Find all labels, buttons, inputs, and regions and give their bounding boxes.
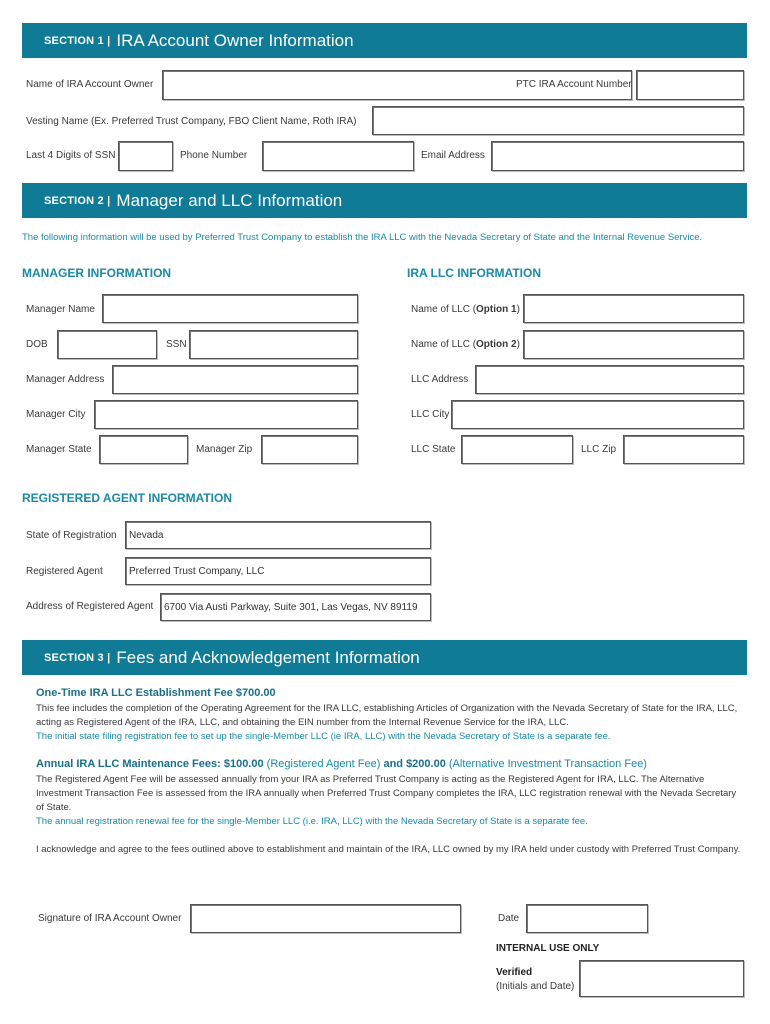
option-2-text: Option 2 bbox=[476, 339, 517, 350]
manager-ssn-field[interactable] bbox=[189, 330, 358, 359]
section-1-title: IRA Account Owner Information bbox=[116, 30, 354, 50]
manager-address-label: Manager Address bbox=[26, 374, 105, 385]
manager-state-label: Manager State bbox=[26, 444, 92, 455]
manager-city-field[interactable] bbox=[94, 400, 358, 429]
llc-zip-label: LLC Zip bbox=[581, 444, 617, 455]
llc-city-field[interactable] bbox=[451, 400, 744, 429]
maintenance-fee-text bbox=[36, 773, 746, 829]
option-1-text: Option 1 bbox=[476, 304, 517, 315]
ssn-last4-label: Last 4 Digits of SSN bbox=[26, 150, 116, 161]
llc-name-prefix: Name of LLC ( bbox=[411, 304, 477, 315]
owner-name-label: Name of IRA Account Owner bbox=[26, 79, 154, 90]
phone-number-label: Phone Number bbox=[180, 150, 248, 161]
acknowledgement-text bbox=[36, 843, 746, 857]
maintenance-fee-amount-1: Annual IRA LLC Maintenance Fees: $100.00 bbox=[36, 758, 264, 770]
date-label: Date bbox=[498, 913, 520, 924]
manager-state-field[interactable] bbox=[99, 435, 188, 464]
state-of-registration-value: Nevada bbox=[129, 529, 164, 541]
llc-address-field[interactable] bbox=[475, 365, 744, 394]
vesting-name-label: Vesting Name (Ex. Preferred Trust Company, FBO Client Name, Roth IRA) bbox=[26, 116, 357, 127]
verified-label: Verified bbox=[496, 967, 533, 978]
registered-agent-field[interactable] bbox=[125, 557, 431, 585]
manager-name-label: Manager Name bbox=[26, 304, 95, 315]
llc-info-heading: IRA LLC INFORMATION bbox=[407, 266, 541, 280]
llc-name-suffix: ) bbox=[516, 304, 520, 315]
maintenance-fee-heading bbox=[36, 758, 647, 770]
manager-info-heading: MANAGER INFORMATION bbox=[22, 266, 172, 280]
establishment-fee-note: The initial state filing registration fee to set up the single-Member LLC (ie IRA, LLC) with the Nevada Secretary of State is a separate fee. bbox=[36, 731, 611, 742]
agent-address-field[interactable] bbox=[160, 593, 431, 621]
section-2-number: SECTION 2 | bbox=[44, 194, 111, 207]
llc-name-option1-field[interactable] bbox=[523, 294, 744, 323]
initials-date-label: (Initials and Date) bbox=[496, 981, 575, 992]
section-3-header bbox=[22, 640, 747, 675]
llc-state-field[interactable] bbox=[461, 435, 573, 464]
maintenance-fee-note: The annual registration renewal fee for the single-Member LLC (i.e. IRA, LLC) with the Nevada Secretary of State is a separate fee. bbox=[36, 816, 588, 827]
state-of-registration-field[interactable] bbox=[125, 521, 431, 549]
establishment-fee-heading bbox=[36, 687, 276, 699]
registered-agent-value: Preferred Trust Company, LLC bbox=[129, 565, 265, 577]
section-3-number: SECTION 3 | bbox=[44, 651, 111, 664]
internal-use-label: INTERNAL USE ONLY bbox=[496, 943, 600, 954]
llc-address-label: LLC Address bbox=[411, 374, 469, 385]
manager-zip-label: Manager Zip bbox=[196, 444, 253, 455]
vesting-name-field[interactable] bbox=[372, 106, 744, 135]
llc-zip-field[interactable] bbox=[623, 435, 744, 464]
acknowledgement-statement: I acknowledge and agree to the fees outlined above to establishment and maintain of the IRA, LLC owned by my IRA held under custody with Preferred Trust Company. bbox=[36, 844, 741, 855]
agent-address-label: Address of Registered Agent bbox=[26, 601, 154, 612]
establishment-fee-text bbox=[36, 702, 746, 744]
llc-name-prefix: Name of LLC ( bbox=[411, 339, 477, 350]
llc-state-label: LLC State bbox=[411, 444, 456, 455]
signature-field[interactable] bbox=[190, 904, 461, 933]
section-2-header bbox=[22, 183, 747, 218]
manager-address-field[interactable] bbox=[112, 365, 358, 394]
email-address-label: Email Address bbox=[421, 150, 485, 161]
section-1-header bbox=[22, 23, 747, 58]
ptc-account-number-field[interactable] bbox=[636, 70, 744, 100]
dob-label: DOB bbox=[26, 339, 48, 350]
llc-name-suffix: ) bbox=[516, 339, 520, 350]
ptc-account-number-label: PTC IRA Account Number bbox=[516, 79, 632, 90]
registered-agent-heading: REGISTERED AGENT INFORMATION bbox=[22, 491, 232, 505]
registered-agent-label: Registered Agent bbox=[26, 566, 103, 577]
establishment-fee-description: This fee includes the completion of the Operating Agreement for the IRA LLC, establishing Articles of Organization with the Nevada Secretary of State for the IRA, LLC, acting as Registered Agent of the IRA, LLC, and obtaining the EIN number from the Internal Revenue Service for the IRA, LLC. bbox=[36, 703, 738, 728]
manager-city-label: Manager City bbox=[26, 409, 86, 420]
llc-city-label: LLC City bbox=[411, 409, 450, 420]
signature-label: Signature of IRA Account Owner bbox=[38, 913, 182, 924]
section-3-title: Fees and Acknowledgement Information bbox=[116, 647, 420, 667]
manager-ssn-label: SSN bbox=[166, 339, 187, 350]
phone-number-field[interactable] bbox=[262, 141, 414, 171]
maintenance-fee-desc-1: (Registered Agent Fee) bbox=[263, 758, 384, 770]
email-address-field[interactable] bbox=[491, 141, 744, 171]
verified-field[interactable] bbox=[579, 960, 744, 997]
establishment-fee-heading-text: One-Time IRA LLC Establishment Fee $700.00 bbox=[36, 687, 276, 699]
dob-field[interactable] bbox=[57, 330, 157, 359]
section-1-number: SECTION 1 | bbox=[44, 34, 111, 47]
manager-zip-field[interactable] bbox=[261, 435, 358, 464]
date-field[interactable] bbox=[526, 904, 648, 933]
section-2-intro: The following information will be used by Preferred Trust Company to establish the IRA LLC with the Nevada Secretary of State and the Internal Revenue Service. bbox=[22, 232, 703, 243]
section-2-title: Manager and LLC Information bbox=[116, 190, 343, 210]
agent-address-value: 6700 Via Austi Parkway, Suite 301, Las Vegas, NV 89119 bbox=[164, 601, 418, 613]
maintenance-fee-amount-2: and $200.00 bbox=[383, 758, 446, 770]
manager-name-field[interactable] bbox=[102, 294, 358, 323]
llc-name-option2-field[interactable] bbox=[523, 330, 744, 359]
ssn-last4-field[interactable] bbox=[118, 141, 173, 171]
llc-name-option2-label bbox=[411, 339, 520, 350]
llc-name-option1-label bbox=[411, 304, 520, 315]
state-of-registration-label: State of Registration bbox=[26, 530, 117, 541]
maintenance-fee-description: The Registered Agent Fee will be assessed annually from your IRA as Preferred Trust Company is acting as the Registered Agent for IRA, LLC. The Alternative Investment Transaction Fee is assessed from the IRA annually when Preferred Trust Company completes the IRA, LLC registration renewal with the Nevada Secretary of State. bbox=[36, 774, 737, 813]
maintenance-fee-desc-2: (Alternative Investment Transaction Fee) bbox=[445, 758, 647, 770]
